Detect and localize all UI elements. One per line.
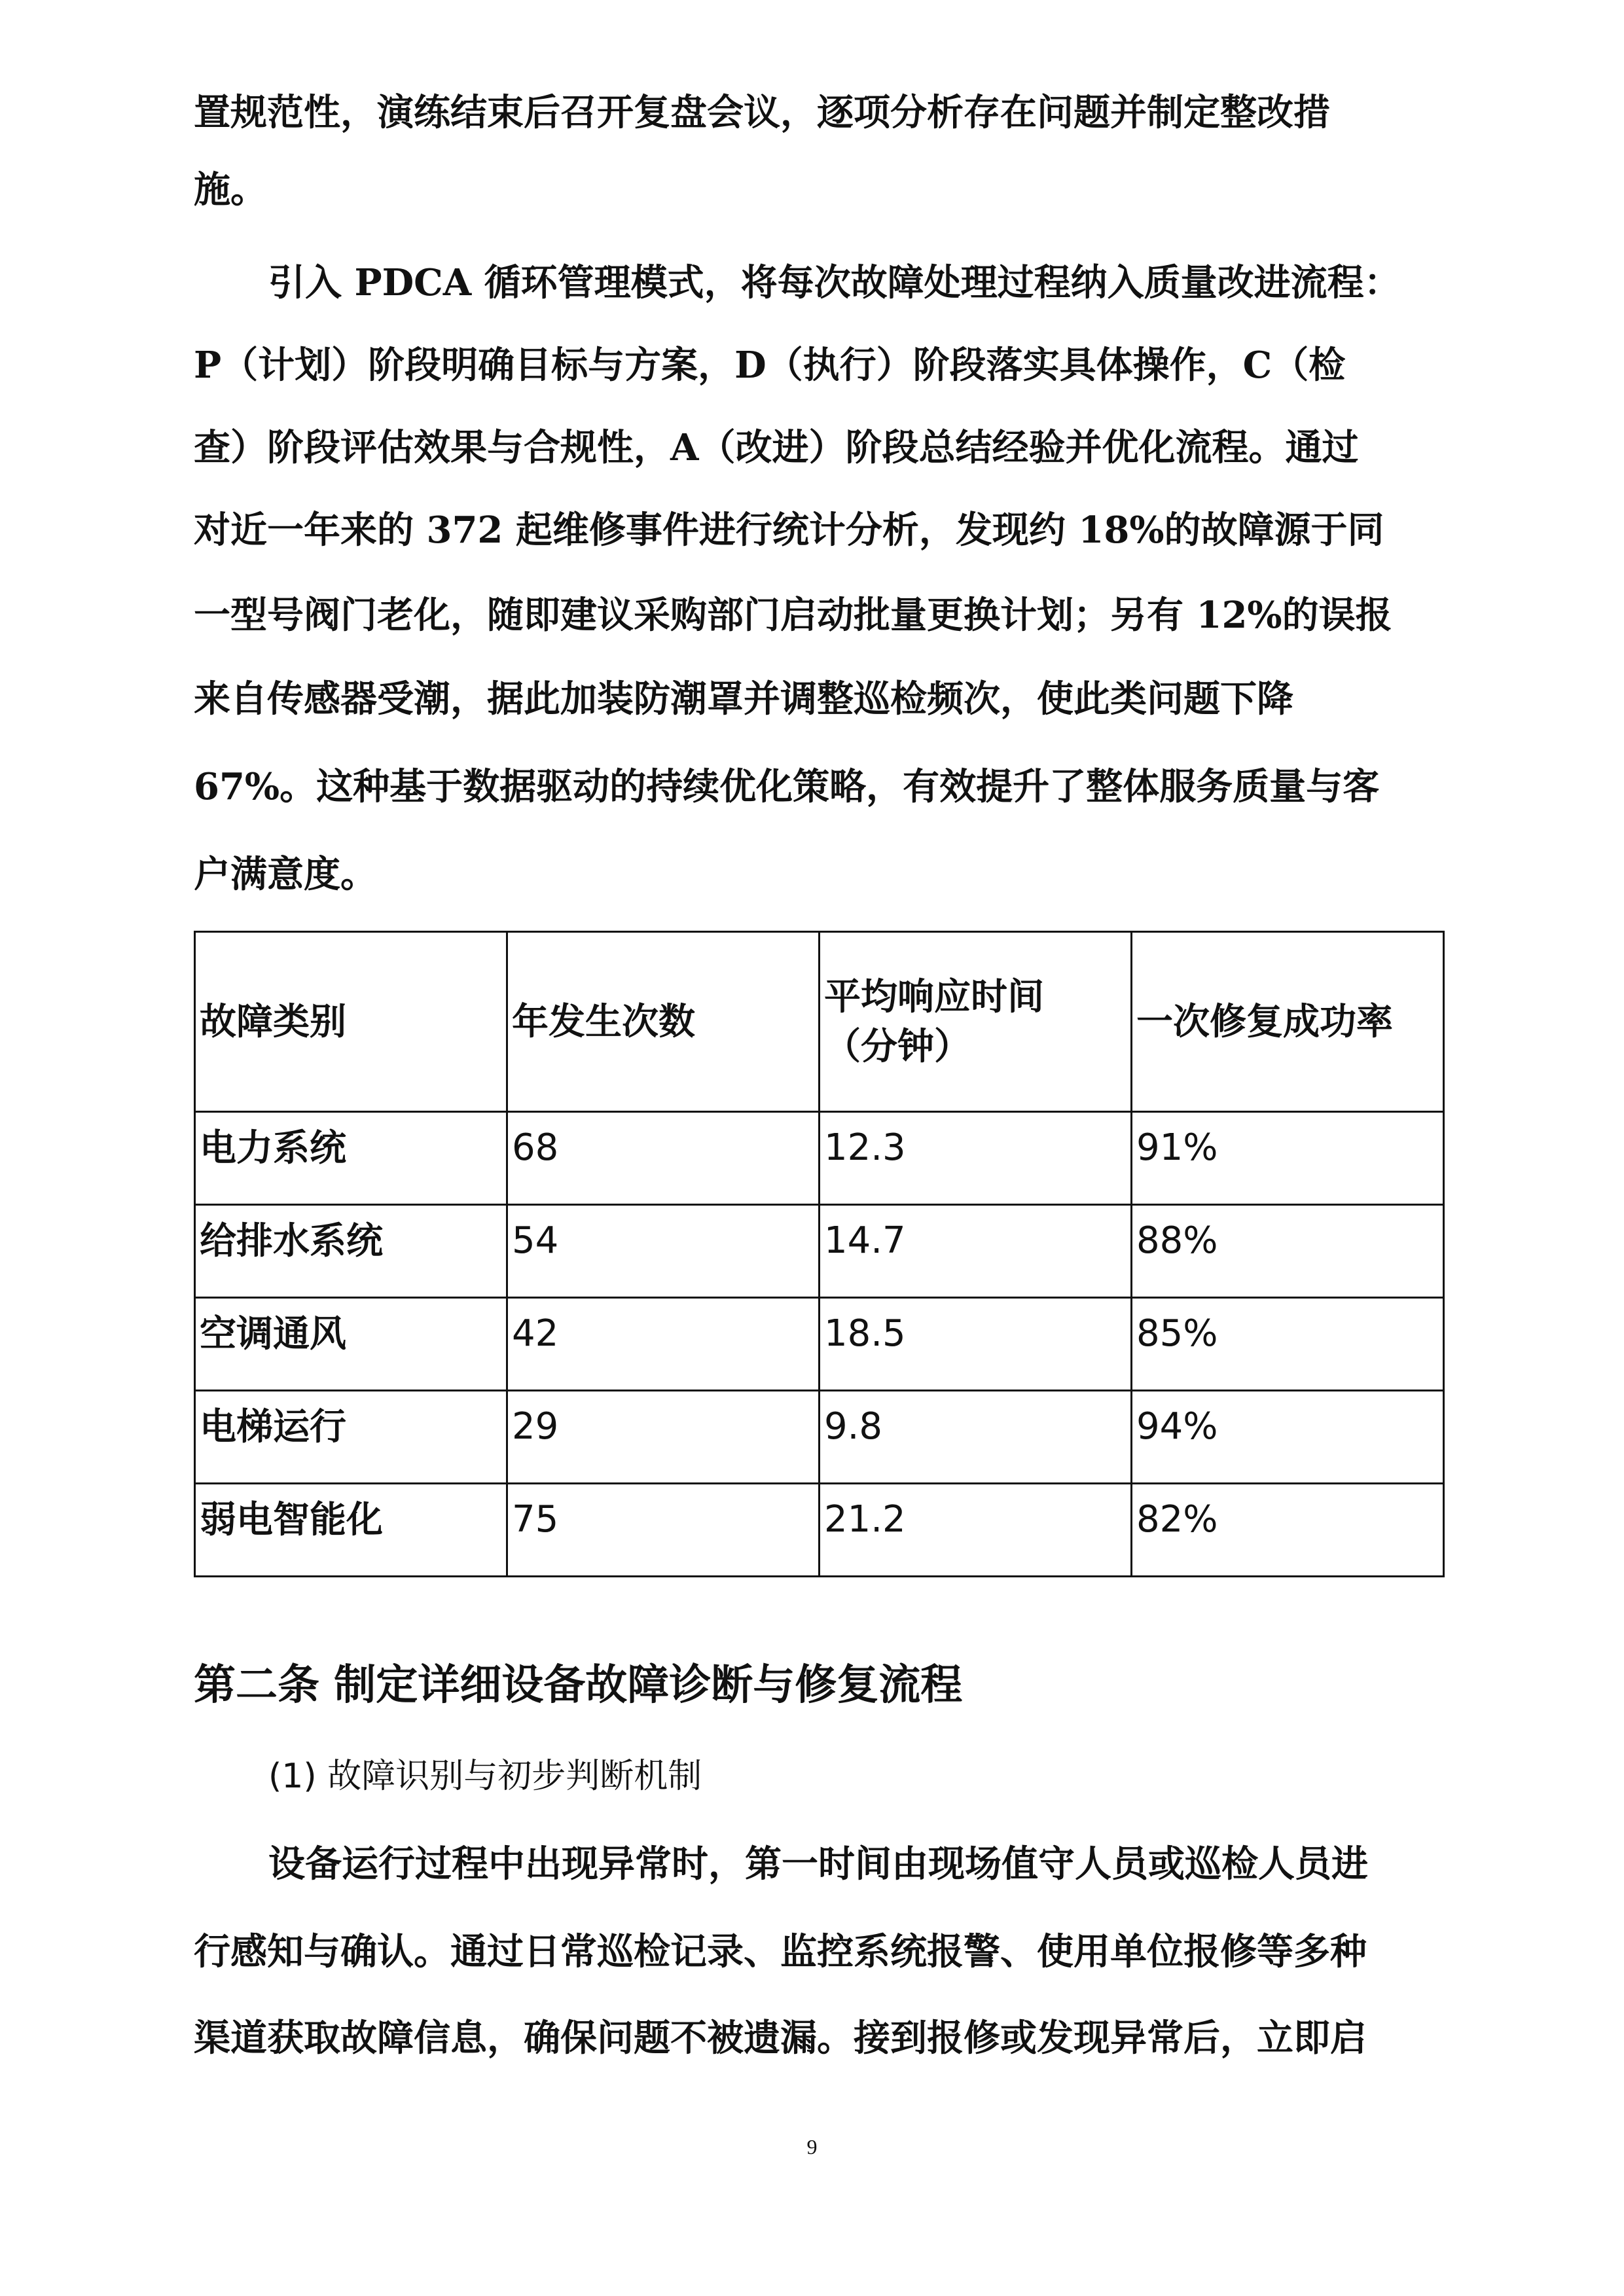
table-cell: 82% [1132, 1484, 1444, 1577]
table-cell: 给排水系统 [195, 1205, 507, 1298]
table-cell: 18.5 [820, 1298, 1132, 1391]
table-row [195, 1205, 1444, 1298]
body-text-line: 一型号阀门老化，随即建议采购部门启动批量更换计划；另有 12%的误报 [194, 594, 1392, 637]
fault-statistics-table [194, 931, 1445, 1577]
table-cell: 空调通风 [195, 1298, 507, 1391]
table-row [195, 1484, 1444, 1577]
table-header-cell [820, 932, 1132, 1112]
table-header-row [195, 932, 1444, 1112]
table-cell: 电力系统 [195, 1112, 507, 1205]
table-cell: 9.8 [820, 1391, 1132, 1484]
body-text-line: 施。 [194, 168, 267, 211]
table-header-cell: 故障类别 [195, 932, 507, 1112]
body-text-line: 行感知与确认。通过日常巡检记录、监控系统报警、使用单位报修等多种 [194, 1930, 1367, 1973]
table-cell: 85% [1132, 1298, 1444, 1391]
table-cell: 弱电智能化 [195, 1484, 507, 1577]
table-cell: 68 [507, 1112, 820, 1205]
table-header-cell: 年发生次数 [507, 932, 820, 1112]
body-text-line: 置规范性，演练结束后召开复盘会议，逐项分析存在问题并制定整改措 [194, 91, 1330, 134]
body-text-line: 67%。这种基于数据驱动的持续优化策略，有效提升了整体服务质量与客 [194, 765, 1380, 808]
body-text-line: 查）阶段评估效果与合规性，A（改进）阶段总结经验并优化流程。通过 [194, 426, 1359, 469]
table-row [195, 1112, 1444, 1205]
table-cell: 91% [1132, 1112, 1444, 1205]
table-row [195, 1391, 1444, 1484]
table-cell: 42 [507, 1298, 820, 1391]
body-text-line: P（计划）阶段明确目标与方案，D（执行）阶段落实具体操作，C（检 [194, 344, 1346, 387]
table-header-cell: 一次修复成功率 [1132, 932, 1444, 1112]
table-row [195, 1298, 1444, 1391]
body-text-line: 渠道获取故障信息，确保问题不被遗漏。接到报修或发现异常后，立即启 [194, 2017, 1367, 2060]
body-text-line: 设备运行过程中出现异常时，第一时间由现场值守人员或巡检人员进 [268, 1842, 1368, 1886]
body-text-line: 引入 PDCA 循环管理模式，将每次故障处理过程纳入质量改进流程： [268, 261, 1401, 304]
table-cell: 94% [1132, 1391, 1444, 1484]
table-header-line: 平均响应时间 [824, 975, 1044, 1018]
table-cell: 75 [507, 1484, 820, 1577]
table-cell: 14.7 [820, 1205, 1132, 1298]
table-cell: 12.3 [820, 1112, 1132, 1205]
section-subheading: (1) 故障识别与初步判断机制 [268, 1757, 702, 1796]
body-text-line: 来自传感器受潮，据此加装防潮罩并调整巡检频次，使此类问题下降 [194, 677, 1293, 721]
body-text-line: 户满意度。 [194, 853, 377, 896]
table-cell: 21.2 [820, 1484, 1132, 1577]
table-cell: 29 [507, 1391, 820, 1484]
table-cell: 54 [507, 1205, 820, 1298]
table-header-line: （分钟） [824, 1025, 971, 1068]
page-number: 9 [806, 2135, 818, 2159]
table-cell: 88% [1132, 1205, 1444, 1298]
section-heading: 第二条 制定详细设备故障诊断与修复流程 [194, 1660, 963, 1710]
body-text-line: 对近一年来的 372 起维修事件进行统计分析，发现约 18%的故障源于同 [194, 509, 1384, 552]
table-cell: 电梯运行 [195, 1391, 507, 1484]
